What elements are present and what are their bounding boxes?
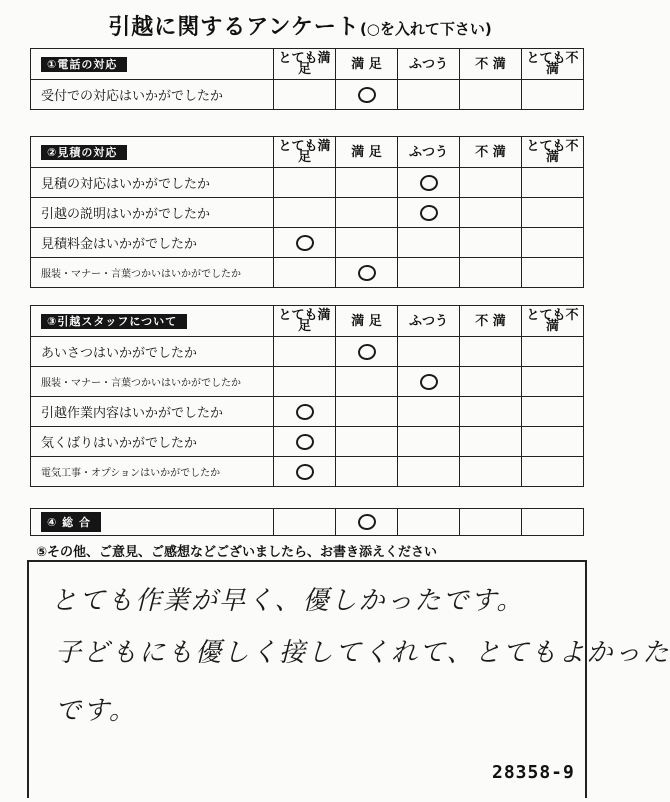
circle-mark-icon — [356, 342, 376, 360]
question-row — [31, 457, 584, 487]
header-neutral: ふつう — [398, 49, 460, 80]
rating-cell[interactable] — [274, 228, 336, 258]
rating-cell[interactable] — [274, 168, 336, 198]
rating-cell[interactable] — [522, 427, 584, 457]
rating-cell[interactable] — [398, 457, 460, 487]
rating-cell[interactable] — [398, 168, 460, 198]
rating-cell[interactable] — [398, 228, 460, 258]
rating-cell[interactable] — [274, 258, 336, 288]
circle-mark-icon — [294, 462, 314, 480]
rating-cell[interactable] — [336, 80, 398, 110]
section-header-row — [31, 306, 584, 337]
survey-title-instruction: (○を入れて下さい) — [359, 20, 492, 38]
section-label: ②見積の対応 — [41, 145, 127, 160]
question-row — [31, 168, 584, 198]
header-very-dissatisfied: とても不満 — [522, 306, 584, 337]
question-row — [31, 367, 584, 397]
circle-mark-icon — [356, 513, 376, 531]
header-very-satisfied: とても満足 — [274, 306, 336, 337]
section-label-cell — [31, 509, 274, 536]
rating-cell[interactable] — [460, 198, 522, 228]
question-row — [31, 397, 584, 427]
rating-cell[interactable] — [398, 427, 460, 457]
rating-cell[interactable] — [460, 168, 522, 198]
rating-cell[interactable] — [398, 337, 460, 367]
rating-cell[interactable] — [336, 509, 398, 536]
rating-cell[interactable] — [522, 228, 584, 258]
circle-mark-icon — [418, 203, 438, 221]
rating-cell[interactable] — [336, 337, 398, 367]
rating-cell[interactable] — [398, 509, 460, 536]
circle-mark-icon — [356, 85, 376, 103]
header-satisfied: 満 足 — [336, 306, 398, 337]
circle-mark-icon — [418, 173, 438, 191]
rating-cell[interactable] — [274, 80, 336, 110]
reference-number: 28358-9 — [492, 762, 575, 783]
rating-cell[interactable] — [336, 397, 398, 427]
question-text: 受付での対応はいかがでしたか — [31, 80, 274, 110]
header-very-dissatisfied: とても不満 — [522, 49, 584, 80]
rating-cell[interactable] — [336, 198, 398, 228]
rating-cell[interactable] — [398, 367, 460, 397]
question-text: 電気工事・オプションはいかがでしたか — [31, 457, 274, 487]
header-satisfied: 満 足 — [336, 137, 398, 168]
survey-title-main: 引越に関するアンケート — [108, 15, 360, 40]
section-label-cell — [31, 137, 274, 168]
rating-cell[interactable] — [522, 198, 584, 228]
circle-mark-icon — [294, 233, 314, 251]
rating-cell[interactable] — [336, 168, 398, 198]
rating-cell[interactable] — [274, 427, 336, 457]
rating-cell[interactable] — [398, 80, 460, 110]
header-neutral: ふつう — [398, 306, 460, 337]
rating-cell[interactable] — [398, 397, 460, 427]
rating-cell[interactable] — [460, 258, 522, 288]
rating-cell[interactable] — [460, 367, 522, 397]
comment-line: です。 — [55, 696, 137, 726]
question-text: 引越の説明はいかがでしたか — [31, 198, 274, 228]
question-row — [31, 80, 584, 110]
section-staff-table — [30, 305, 584, 487]
rating-cell[interactable] — [274, 337, 336, 367]
rating-cell[interactable] — [274, 509, 336, 536]
rating-cell[interactable] — [522, 337, 584, 367]
question-text: 見積の対応はいかがでしたか — [31, 168, 274, 198]
question-text: 引越作業内容はいかがでしたか — [31, 397, 274, 427]
rating-cell[interactable] — [274, 397, 336, 427]
rating-cell[interactable] — [522, 509, 584, 536]
question-text: 服装・マナー・言葉つかいはいかがでしたか — [31, 367, 274, 397]
rating-cell[interactable] — [274, 457, 336, 487]
question-text: あいさつはいかがでしたか — [31, 337, 274, 367]
rating-cell[interactable] — [336, 457, 398, 487]
circle-mark-icon — [294, 432, 314, 450]
rating-cell[interactable] — [460, 509, 522, 536]
section-total-table — [30, 508, 584, 536]
section-label: ③引越スタッフについて — [41, 314, 187, 329]
rating-cell[interactable] — [336, 228, 398, 258]
rating-cell[interactable] — [274, 198, 336, 228]
header-dissatisfied: 不 満 — [460, 137, 522, 168]
question-text: 見積料金はいかがでしたか — [31, 228, 274, 258]
rating-cell[interactable] — [460, 80, 522, 110]
rating-cell[interactable] — [336, 258, 398, 288]
rating-cell[interactable] — [522, 258, 584, 288]
rating-cell[interactable] — [398, 258, 460, 288]
header-very-satisfied: とても満足 — [274, 137, 336, 168]
rating-cell[interactable] — [460, 228, 522, 258]
rating-cell[interactable] — [522, 168, 584, 198]
question-text: 服装・マナー・言葉つかいはいかがでしたか — [31, 258, 274, 288]
question-row — [31, 509, 584, 536]
rating-cell[interactable] — [522, 367, 584, 397]
section-estimate-table — [30, 136, 584, 288]
header-satisfied: 満 足 — [336, 49, 398, 80]
comment-line: 子どもにも優しく接してくれて、とてもよかった — [55, 638, 670, 668]
header-very-satisfied: とても満足 — [274, 49, 336, 80]
section-phone-table — [30, 48, 584, 110]
header-dissatisfied: 不 満 — [460, 49, 522, 80]
circle-mark-icon — [294, 402, 314, 420]
section-header-row — [31, 49, 584, 80]
circle-mark-icon — [418, 372, 438, 390]
comment-line: とても作業が早く、優しかったです。 — [51, 586, 525, 616]
rating-cell[interactable] — [460, 397, 522, 427]
rating-cell[interactable] — [398, 198, 460, 228]
question-row — [31, 427, 584, 457]
question-row — [31, 337, 584, 367]
rating-cell[interactable] — [522, 397, 584, 427]
rating-cell[interactable] — [522, 80, 584, 110]
circle-mark-icon — [356, 263, 376, 281]
survey-title — [0, 10, 600, 41]
section-label: ①電話の対応 — [41, 57, 127, 72]
rating-cell[interactable] — [336, 427, 398, 457]
rating-cell[interactable] — [460, 337, 522, 367]
rating-cell[interactable] — [460, 457, 522, 487]
question-row — [31, 258, 584, 288]
header-dissatisfied: 不 満 — [460, 306, 522, 337]
section-label-cell — [31, 49, 274, 80]
header-very-dissatisfied: とても不満 — [522, 137, 584, 168]
question-row — [31, 198, 584, 228]
comments-heading: ⑤その他、ご意見、ご感想などございましたら、お書き添えください — [36, 545, 438, 560]
rating-cell[interactable] — [460, 427, 522, 457]
header-neutral: ふつう — [398, 137, 460, 168]
rating-cell[interactable] — [274, 367, 336, 397]
total-label: ④ 総 合 — [41, 512, 101, 532]
section-header-row — [31, 137, 584, 168]
question-text: 気くばりはいかがでしたか — [31, 427, 274, 457]
rating-cell[interactable] — [522, 457, 584, 487]
rating-cell[interactable] — [336, 367, 398, 397]
question-row — [31, 228, 584, 258]
section-label-cell — [31, 306, 274, 337]
